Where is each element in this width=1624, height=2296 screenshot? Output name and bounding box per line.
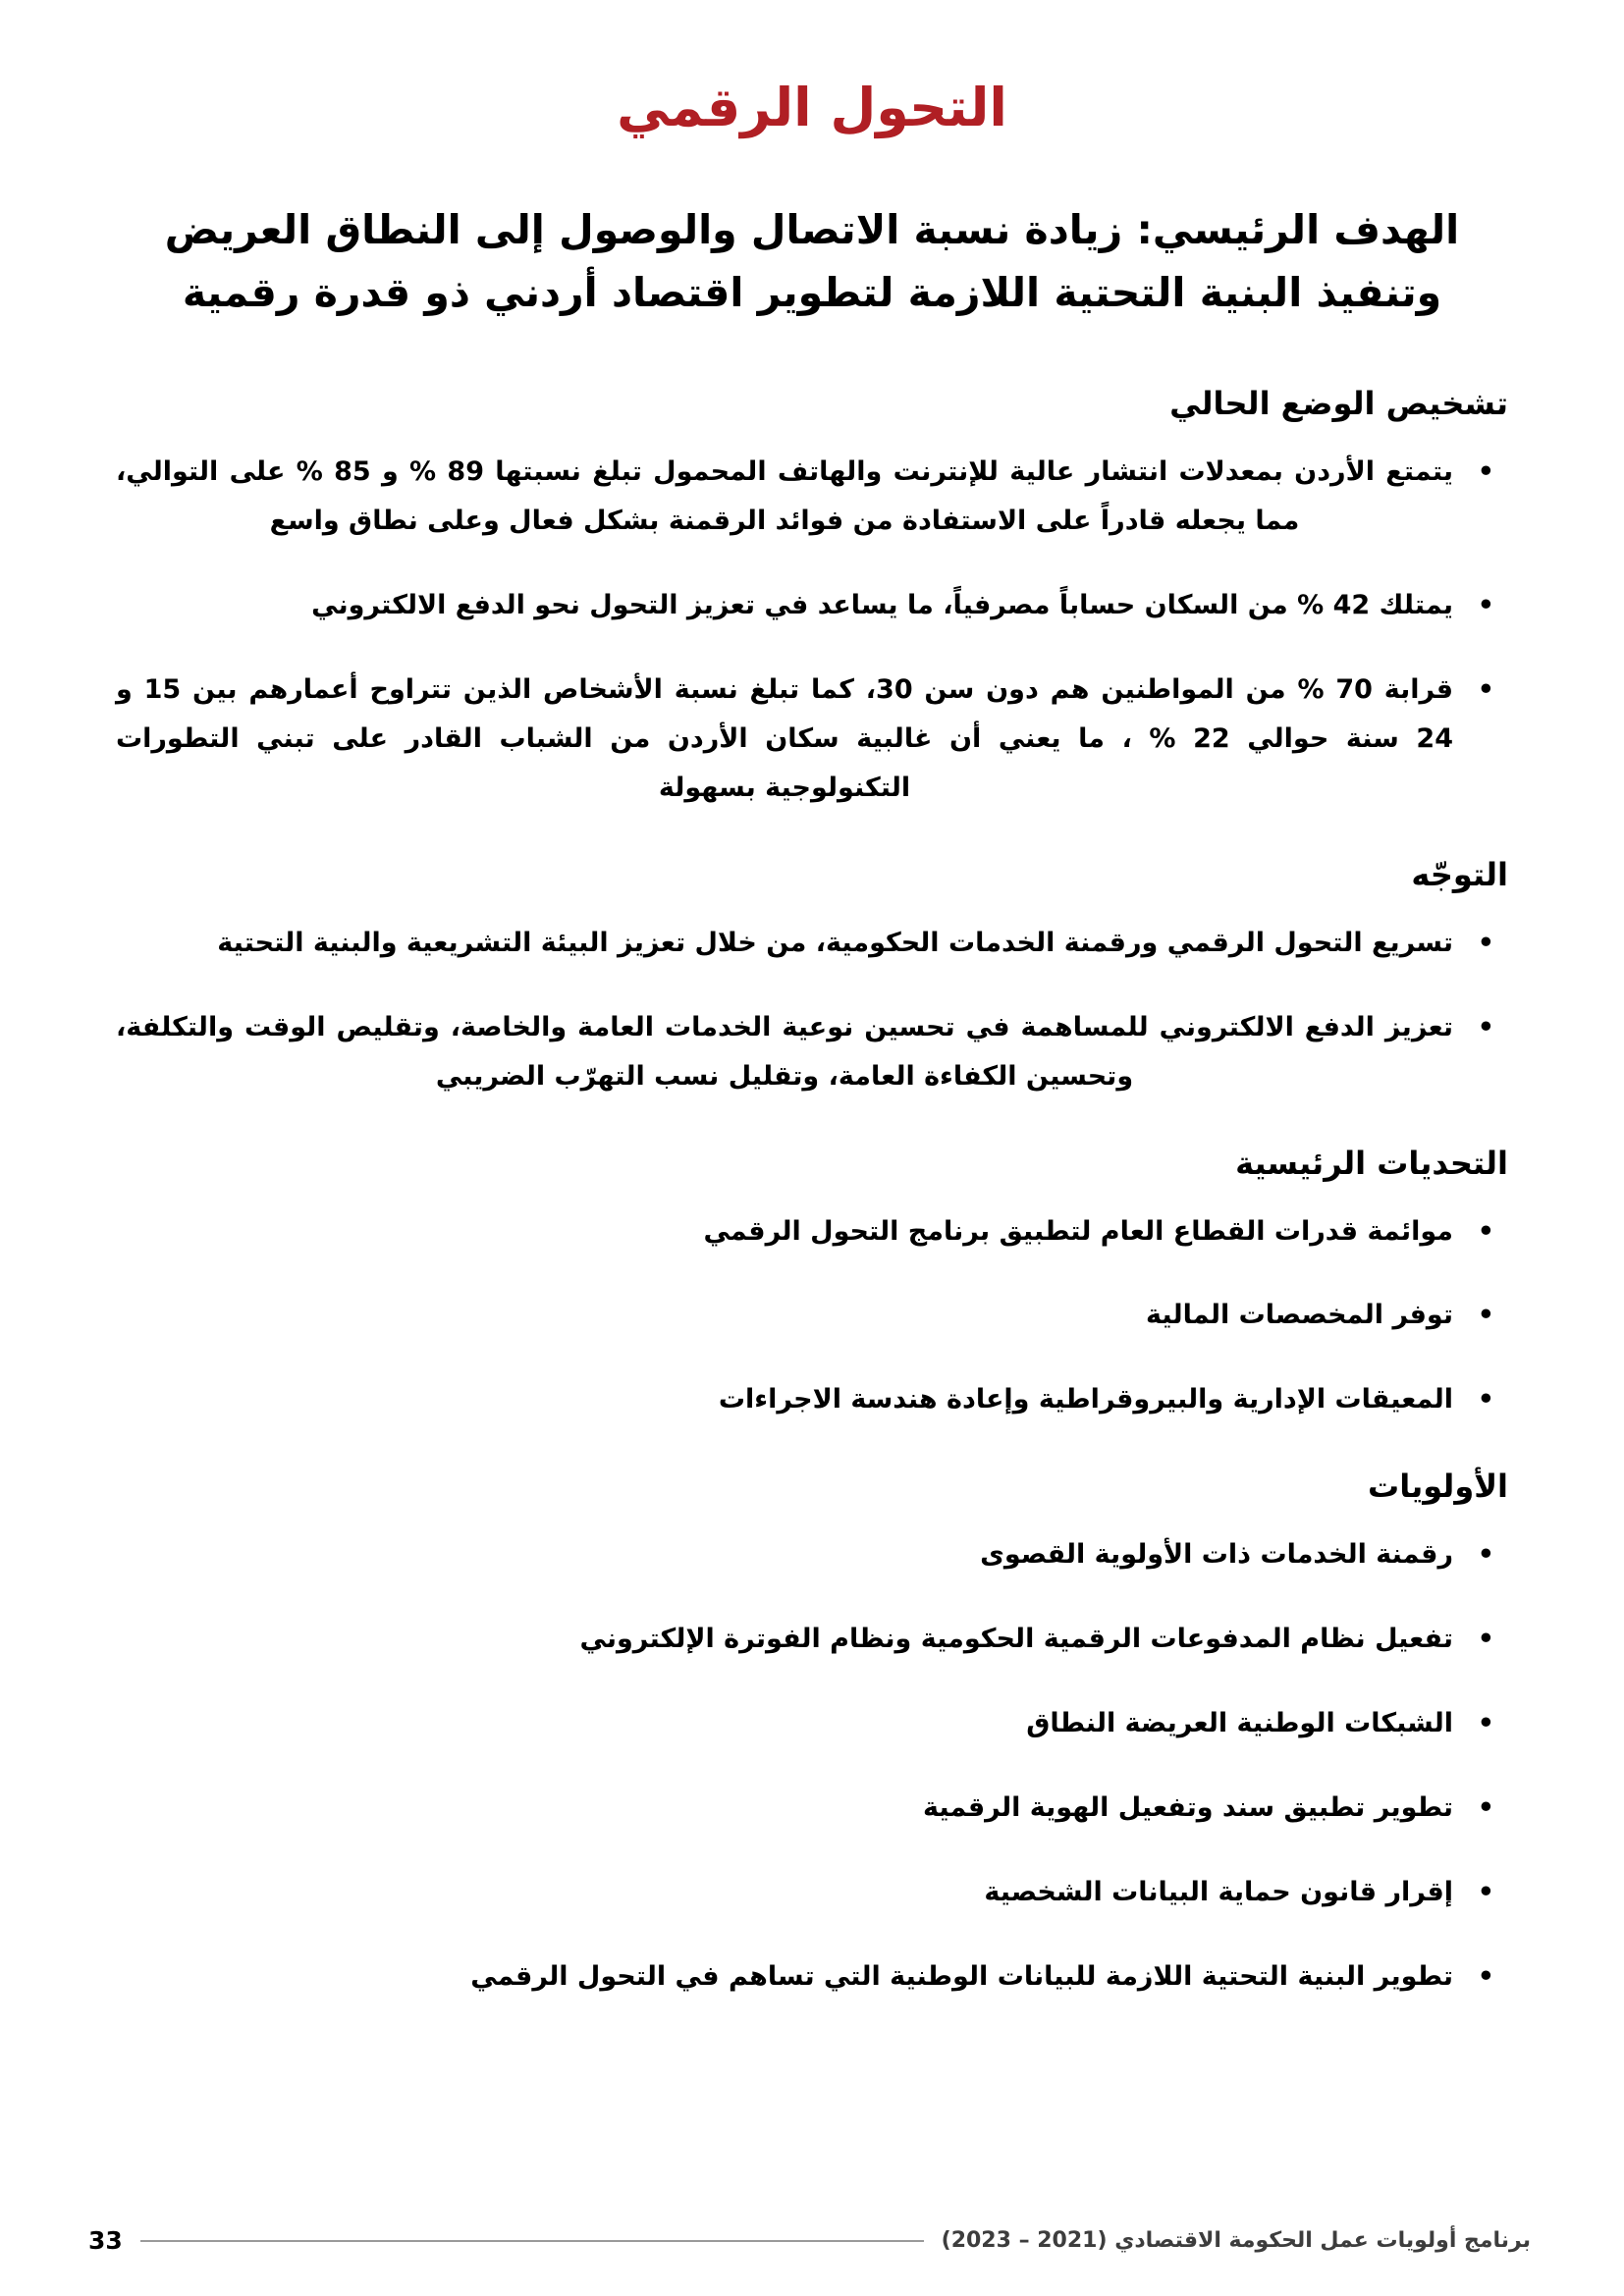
section-priorities bbox=[116, 1468, 1508, 2002]
bullet-item: • المعيقات الإدارية والبيروقراطية وإعادة هندسة الاجراءات bbox=[116, 1375, 1463, 1424]
bullet-item: • تسريع التحول الرقمي ورقمنة الخدمات الحكومية، من خلال تعزيز البيئة التشريعية والبنية التحتية bbox=[116, 919, 1463, 968]
bullet-item: • توفر المخصصات المالية bbox=[116, 1291, 1463, 1340]
bullet-item: • تفعيل نظام المدفوعات الرقمية الحكومية ونظام الفوترة الإلكتروني bbox=[116, 1615, 1463, 1664]
bullet-item: • تعزيز الدفع الالكتروني للمساهمة في تحسين نوعية الخدمات العامة والخاصة، وتقليص الوقت والتكلفة، وتحسين الكفاءة العامة، وتقليل نسب التهرّب الضريبي bbox=[116, 1003, 1463, 1101]
bullet-item: • تطوير البنية التحتية اللازمة للبيانات الوطنية التي تساهم في التحول الرقمي bbox=[116, 1952, 1463, 2002]
section-heading: تشخيص الوضع الحالي bbox=[1169, 385, 1508, 423]
page-title: التحول الرقمي bbox=[617, 77, 1007, 138]
section-direction bbox=[116, 856, 1508, 1101]
bullet-item: • قرابة 70 % من المواطنين هم دون سن 30، كما تبلغ نسبة الأشخاص الذين تتراوح أعمارهم بين 15 و 24 سنة حوالي 22 % ، ما يعني أن غالبية سكان الأردن من الشباب القادر على تبني التطورات التكنولوجية بسهولة bbox=[116, 666, 1463, 813]
bullet-list bbox=[116, 1530, 1508, 2002]
bullet-item: • إقرار قانون حماية البيانات الشخصية bbox=[116, 1868, 1463, 1917]
bullet-item: • الشبكات الوطنية العريضة النطاق bbox=[116, 1699, 1463, 1748]
bullet-list bbox=[116, 919, 1508, 1101]
bullet-item: • تطوير تطبيق سند وتفعيل الهوية الرقمية bbox=[116, 1784, 1463, 1833]
footer-program-title: برنامج أولويات عمل الحكومة الاقتصادي (2021 – 2023) bbox=[941, 2228, 1531, 2253]
section-heading: التوجّه bbox=[1411, 855, 1508, 893]
section-current-situation bbox=[116, 385, 1508, 813]
page-footer bbox=[88, 2226, 1531, 2255]
bullet-item: • موائمة قدرات القطاع العام لتطبيق برنامج التحول الرقمي bbox=[116, 1207, 1463, 1256]
bullet-item: • رقمنة الخدمات ذات الأولوية القصوى bbox=[116, 1530, 1463, 1579]
section-heading: التحديات الرئيسية bbox=[1235, 1144, 1508, 1182]
section-challenges bbox=[116, 1145, 1508, 1425]
bullet-list bbox=[116, 1207, 1508, 1425]
main-goal-heading: الهدف الرئيسي: زيادة نسبة الاتصال والوصول إلى النطاق العريض وتنفيذ البنية التحتية اللازمة لتطوير اقتصاد أردني ذو قدرة رقمية bbox=[164, 206, 1460, 316]
footer-rule bbox=[140, 2240, 924, 2242]
footer-page-number: 33 bbox=[88, 2226, 123, 2255]
bullet-item: • يتمتع الأردن بمعدلات انتشار عالية للإنترنت والهاتف المحمول تبلغ نسبتها 89 % و 85 % على التوالي، مما يجعله قادراً على الاستفادة من فوائد الرقمنة بشكل فعال وعلى نطاق واسع bbox=[116, 448, 1463, 546]
bullet-item: • يمتلك 42 % من السكان حساباً مصرفياً، ما يساعد في تعزيز التحول نحو الدفع الالكتروني bbox=[116, 581, 1463, 630]
section-heading: الأولويات bbox=[1368, 1468, 1508, 1506]
bullet-list bbox=[116, 448, 1508, 813]
